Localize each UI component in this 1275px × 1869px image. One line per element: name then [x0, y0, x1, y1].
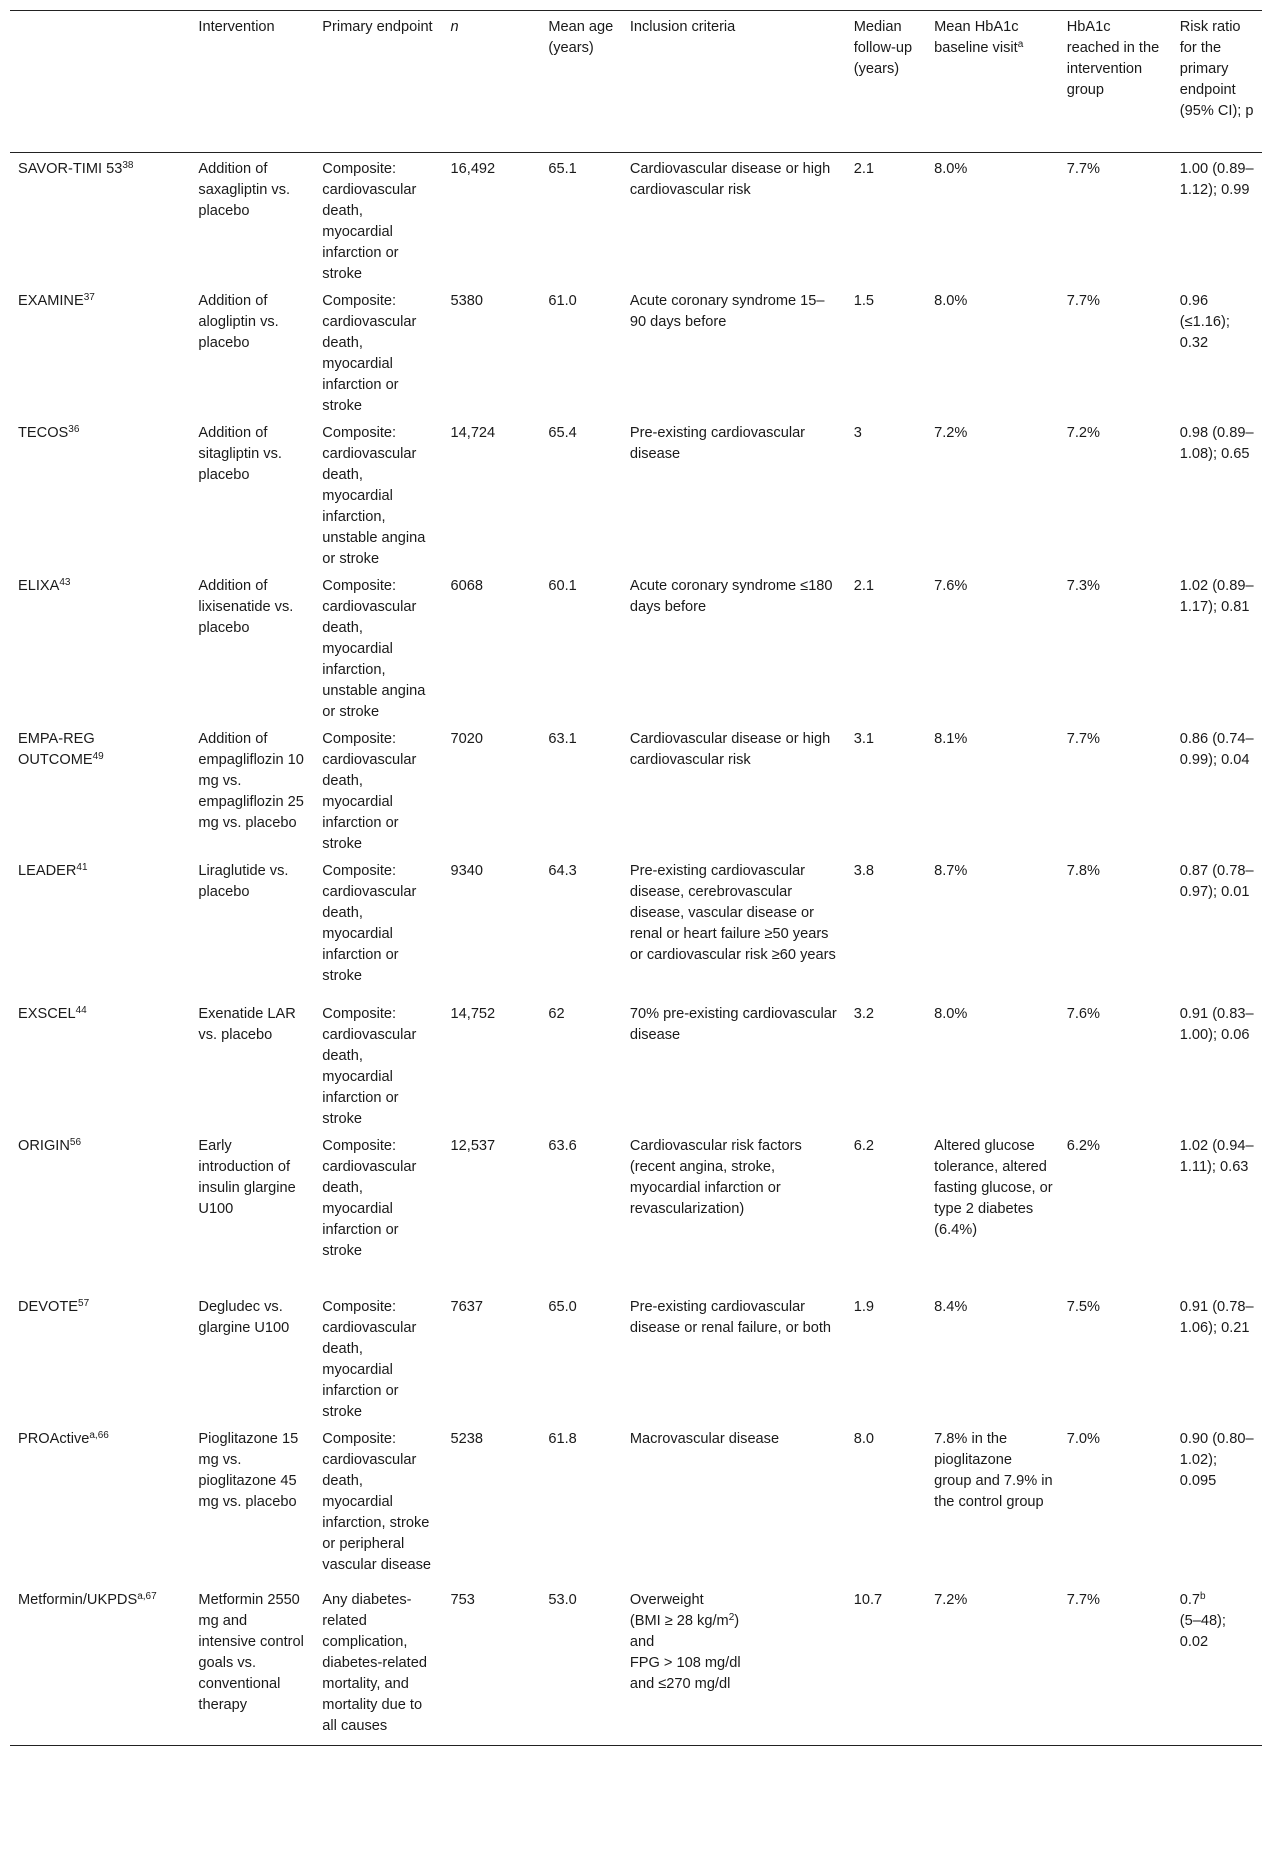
footnote-marker: b	[1200, 1591, 1206, 1602]
column-header-trial	[10, 11, 190, 153]
reference-marker: a,67	[137, 1591, 157, 1602]
hba1c-reached-cell: 7.7%	[1059, 1584, 1172, 1745]
reference-marker: 57	[78, 1298, 90, 1309]
risk-ratio-cell: 1.02 (0.89–1.17); 0.81	[1179, 578, 1254, 615]
reference-marker: 38	[122, 160, 134, 171]
criteria-cell: Acute coronary syndrome 15–90 days before	[629, 293, 825, 330]
endpoint-cell: Composite: cardiovascular death, myocardial infarction, unstable angina or stroke	[322, 578, 426, 720]
intervention-cell: Degludec vs. glargine U100	[198, 1299, 290, 1336]
age-cell: 61.0	[548, 293, 577, 309]
intervention-cell: Early introduction of insulin glargine U100	[198, 1138, 296, 1217]
n-cell: 14,724	[450, 425, 496, 441]
risk-ratio-cell: 0.90 (0.80–1.02); 0.095	[1179, 1431, 1254, 1489]
column-header-inclusion-criteria: Inclusion criteria	[622, 11, 846, 153]
reference-marker: 41	[76, 862, 88, 873]
criteria-cell: Macrovascular disease	[629, 1431, 780, 1447]
hba1c-baseline-cell: 8.0%	[934, 161, 968, 177]
followup-cell: 2.1	[853, 161, 875, 177]
n-cell: 7637	[450, 1299, 483, 1315]
column-header-median-follow-up: Median follow-up (years)	[846, 11, 926, 153]
hba1c-reached-cell: 7.2%	[1066, 425, 1100, 441]
trial-name: ORIGIN$^{56}$	[18, 1137, 82, 1154]
n-cell: 753	[443, 1584, 541, 1745]
criteria-cell: Cardiovascular risk factors (recent angina, stroke, myocardial infarction or revascularization)	[629, 1138, 802, 1217]
table-row	[10, 998, 1262, 1130]
hba1c-reached-cell: 7.5%	[1066, 1299, 1100, 1315]
endpoint-cell: Composite: cardiovascular death, myocardial infarction, stroke or peripheral vascular disease	[322, 1431, 431, 1573]
column-header-primary-endpoint: Primary endpoint	[314, 11, 442, 153]
column-header-mean-age: Mean age (years)	[540, 11, 622, 153]
reference-marker: a,66	[89, 1430, 109, 1441]
endpoint-cell: Composite: cardiovascular death, myocardial infarction or stroke	[322, 161, 417, 282]
hba1c-baseline-cell: Altered glucose tolerance, altered fasting glucose, or type 2 diabetes (6.4%)	[934, 1138, 1053, 1238]
intervention-cell: Addition of lixisenatide vs. placebo	[198, 578, 294, 636]
reference-marker: 43	[59, 577, 71, 588]
hba1c-baseline-cell: 7.8% in the pioglitazone group and 7.9% in the control group	[934, 1431, 1053, 1510]
hba1c-baseline-cell: 8.4%	[934, 1299, 968, 1315]
hba1c-reached-cell: 7.7%	[1066, 731, 1100, 747]
followup-cell: 3	[853, 425, 862, 441]
reference-marker: 49	[92, 751, 104, 762]
hba1c-reached-cell: 6.2%	[1066, 1138, 1100, 1154]
intervention-cell: Addition of alogliptin vs. placebo	[198, 293, 279, 351]
age-cell: 62	[548, 1006, 565, 1022]
hba1c-baseline-cell: 7.2%	[926, 1584, 1059, 1745]
reference-marker: 37	[83, 292, 95, 303]
endpoint-cell: Composite: cardiovascular death, myocardial infarction or stroke	[322, 863, 417, 984]
criteria-cell: Pre-existing cardiovascular disease	[629, 425, 806, 462]
age-cell: 65.4	[548, 425, 577, 441]
risk-ratio-cell: 0.91 (0.78–1.06); 0.21	[1179, 1299, 1254, 1336]
risk-ratio-cell: 1.02 (0.94–1.11); 0.63	[1179, 1138, 1254, 1175]
endpoint-cell: Composite: cardiovascular death, myocardial infarction, unstable angina or stroke	[322, 425, 426, 567]
trial-name: EMPA-REG OUTCOME$^{49}$	[18, 731, 104, 768]
table-row	[10, 1423, 1262, 1584]
age-cell: 63.1	[548, 731, 577, 747]
column-header-risk-ratio: Risk ratio for the primary endpoint (95% CI); p	[1172, 11, 1262, 153]
n-cell: 14,752	[450, 1006, 496, 1022]
trial-name: DEVOTE$^{57}$	[18, 1298, 90, 1315]
followup-cell: 2.1	[853, 578, 875, 594]
intervention-cell: Liraglutide vs. placebo	[198, 863, 289, 900]
table-row	[10, 153, 1262, 286]
trial-name: EXAMINE$^{37}$	[18, 292, 95, 309]
criteria-cell: Cardiovascular disease or high cardiovascular risk	[629, 731, 831, 768]
intervention-cell: Exenatide LAR vs. placebo	[198, 1006, 296, 1043]
table-row	[10, 570, 1262, 723]
followup-cell: 1.9	[853, 1299, 875, 1315]
hba1c-baseline-cell: 8.0%	[934, 293, 968, 309]
followup-cell: 10.7	[846, 1584, 926, 1745]
table-row	[10, 285, 1262, 417]
risk-ratio-cell: 0.7$^b$ (5–48); 0.02	[1172, 1584, 1262, 1745]
criteria-cell: Cardiovascular disease or high cardiovascular risk	[629, 161, 831, 198]
table-row	[10, 855, 1262, 998]
n-cell: 5238	[450, 1431, 483, 1447]
footnote-marker: a	[1017, 39, 1024, 50]
trial-name: EXSCEL$^{44}$	[18, 1005, 87, 1022]
criteria-cell: Acute coronary syndrome ≤180 days before	[629, 578, 833, 615]
intervention-cell: Pioglitazone 15 mg vs. pioglitazone 45 mg vs. placebo	[198, 1431, 299, 1510]
endpoint-cell: Composite: cardiovascular death, myocardial infarction or stroke	[322, 1138, 417, 1259]
followup-cell: 6.2	[853, 1138, 875, 1154]
n-cell: 7020	[450, 731, 483, 747]
followup-cell: 3.1	[853, 731, 875, 747]
n-cell: 16,492	[450, 161, 496, 177]
intervention-cell: Addition of saxagliptin vs. placebo	[198, 161, 291, 219]
table-header-row	[10, 11, 1262, 153]
column-header-intervention: Intervention	[190, 11, 314, 153]
endpoint-cell: Composite: cardiovascular death, myocardial infarction or stroke	[322, 293, 417, 414]
trial-name: Metformin/UKPDS$^{a,67}$	[10, 1584, 190, 1745]
age-cell: 53.0	[540, 1584, 622, 1745]
hba1c-reached-cell: 7.7%	[1066, 293, 1100, 309]
n-cell: 5380	[450, 293, 483, 309]
trial-name: PROActive$^{a,66}$	[18, 1430, 109, 1447]
reference-marker: 44	[75, 1005, 87, 1016]
hba1c-reached-cell: 7.0%	[1066, 1431, 1100, 1447]
criteria-cell: 70% pre-existing cardiovascular disease	[629, 1006, 837, 1043]
risk-ratio-cell: 0.96 (≤1.16); 0.32	[1179, 293, 1230, 351]
criteria-cell: Overweight (BMI ≥ 28 $kg/m^2$) and FPG > 108 mg/dl and ≤270 mg/dl	[622, 1584, 846, 1745]
intervention-cell: Addition of sitagliptin vs. placebo	[198, 425, 282, 483]
hba1c-reached-cell: 7.6%	[1066, 1006, 1100, 1022]
trial-name: TECOS$^{36}$	[18, 424, 80, 441]
hba1c-baseline-cell: 7.2%	[934, 425, 968, 441]
trial-name: ELIXA$^{43}$	[18, 577, 71, 594]
column-header-mean-hba1c-baseline: Mean HbA1c baseline visit$^a$	[926, 11, 1059, 153]
age-cell: 63.6	[548, 1138, 577, 1154]
reference-marker: 36	[68, 424, 80, 435]
reference-marker: 56	[69, 1137, 82, 1148]
endpoint-cell: Composite: cardiovascular death, myocardial infarction or stroke	[322, 731, 417, 852]
age-cell: 64.3	[548, 863, 577, 879]
intervention-cell: Metformin 2550 mg and intensive control goals vs. conventional therapy	[190, 1584, 314, 1745]
age-cell: 60.1	[548, 578, 577, 594]
risk-ratio-cell: 0.91 (0.83–1.00); 0.06	[1179, 1006, 1254, 1043]
followup-cell: 1.5	[853, 293, 875, 309]
followup-cell: 8.0	[853, 1431, 875, 1447]
n-cell: 6068	[450, 578, 483, 594]
table-row	[10, 1130, 1262, 1291]
hba1c-baseline-cell: 7.6%	[934, 578, 968, 594]
endpoint-cell: Composite: cardiovascular death, myocardial infarction or stroke	[322, 1006, 417, 1127]
risk-ratio-cell: 0.86 (0.74–0.99); 0.04	[1179, 731, 1254, 768]
criteria-cell: Pre-existing cardiovascular disease, cerebrovascular disease, vascular disease or renal or heart failure ≥50 years or cardiovascular risk ≥60 years	[629, 863, 836, 963]
n-cell: 9340	[450, 863, 483, 879]
trial-name: SAVOR-TIMI $53^{38}$	[18, 160, 134, 177]
table-row	[10, 1584, 1262, 1745]
intervention-cell: Addition of empagliflozin 10 mg vs. empagliflozin 25 mg vs. placebo	[198, 731, 304, 831]
hba1c-reached-cell: 7.7%	[1066, 161, 1100, 177]
risk-ratio-cell: 0.98 (0.89–1.08); 0.65	[1179, 425, 1254, 462]
criteria-cell: Pre-existing cardiovascular disease or renal failure, or both	[629, 1299, 832, 1336]
table-row	[10, 1291, 1262, 1423]
age-cell: 61.8	[548, 1431, 577, 1447]
endpoint-cell: Composite: cardiovascular death, myocardial infarction or stroke	[322, 1299, 417, 1420]
risk-ratio-cell: 0.87 (0.78–0.97); 0.01	[1179, 863, 1254, 900]
column-header-n: n	[443, 11, 541, 153]
column-header-hba1c-reached: HbA1c reached in the intervention group	[1059, 11, 1172, 153]
cardiovascular-outcome-trials-table	[10, 10, 1262, 1746]
hba1c-baseline-cell: 8.0%	[934, 1006, 968, 1022]
table-row	[10, 417, 1262, 570]
risk-ratio-cell: 1.00 (0.89–1.12); 0.99	[1179, 161, 1254, 198]
endpoint-cell: Any diabetes-related complication, diabetes-related mortality, and mortality due to all causes	[314, 1584, 442, 1745]
hba1c-baseline-cell: 8.1%	[934, 731, 968, 747]
hba1c-baseline-cell: 8.7%	[934, 863, 968, 879]
hba1c-reached-cell: 7.8%	[1066, 863, 1100, 879]
hba1c-reached-cell: 7.3%	[1066, 578, 1100, 594]
age-cell: 65.0	[548, 1299, 577, 1315]
trial-name: LEADER$^{41}$	[18, 862, 88, 879]
n-cell: 12,537	[450, 1138, 496, 1154]
table-row	[10, 723, 1262, 855]
age-cell: 65.1	[548, 161, 577, 177]
followup-cell: 3.2	[853, 1006, 875, 1022]
followup-cell: 3.8	[853, 863, 875, 879]
